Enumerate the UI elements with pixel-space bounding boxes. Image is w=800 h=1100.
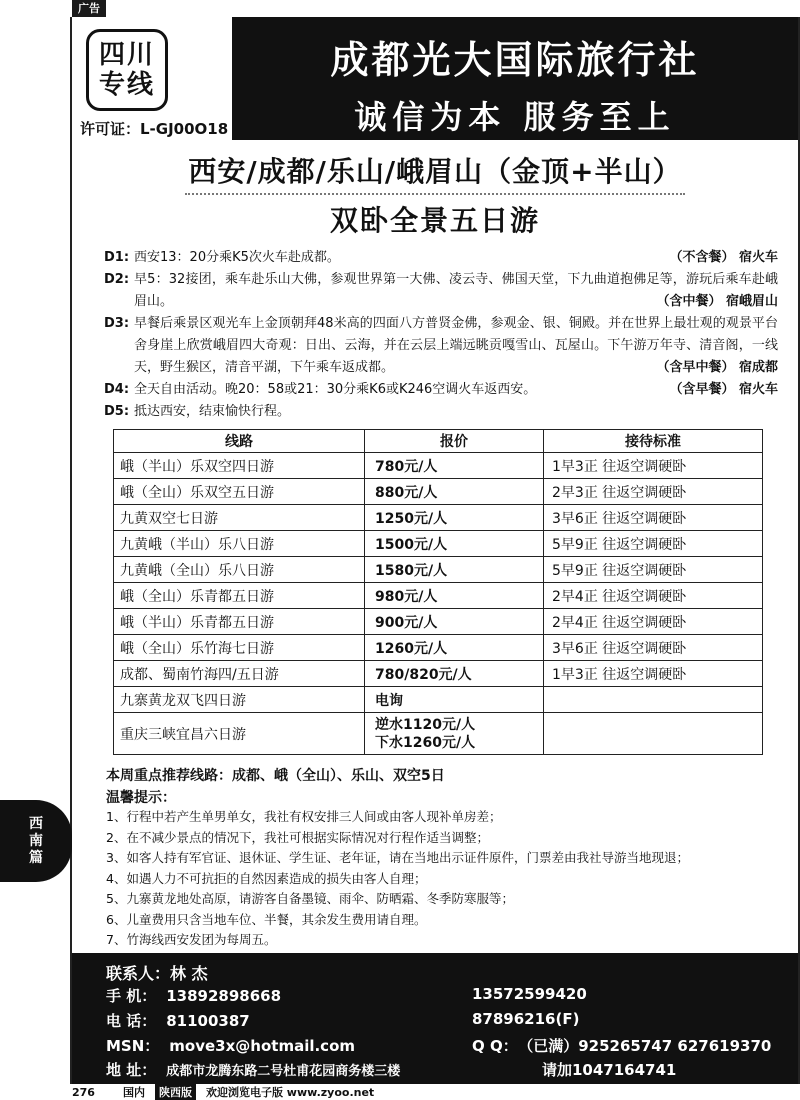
- qq-add: 请加1047164741: [542, 1061, 677, 1079]
- table-row: [114, 635, 763, 661]
- route-standard: [544, 687, 763, 713]
- routes-table: [113, 429, 763, 755]
- route-price: 780元/人: [365, 453, 544, 479]
- route-price: 电询: [365, 687, 544, 713]
- route-standard: 3早6正 往返空调硬卧: [544, 505, 763, 531]
- ad-page: [70, 17, 800, 1084]
- route-price: 1580元/人: [365, 557, 544, 583]
- route-standard: 1早3正 往返空调硬卧: [544, 453, 763, 479]
- address-text: 成都市龙腾东路二号杜甫花园商务楼三楼: [166, 1064, 401, 1079]
- mobile-number: 13892898668: [166, 987, 282, 1005]
- route-name: 成都、蜀南竹海四/五日游: [114, 661, 365, 687]
- qq-numbers: （已满）925265747 627619370: [525, 1037, 772, 1055]
- day-description: 全天自由活动。晚20：58或21：30分乘K6或K246空调火车返西安。: [134, 382, 537, 397]
- footer-domestic: 国内: [122, 1086, 145, 1099]
- notes-section: [106, 765, 798, 951]
- table-header-row: [114, 430, 763, 453]
- mobile-number-2: 13572599420: [472, 985, 587, 1003]
- day-meal-lodging: （含早中餐） 宿成都: [656, 360, 778, 375]
- itinerary-day: [104, 379, 778, 401]
- day-label: D3:: [104, 316, 130, 331]
- itinerary-day: [104, 269, 778, 313]
- itinerary-day: [104, 313, 778, 379]
- itinerary-day: [104, 247, 778, 269]
- phone-label: 电 话：: [106, 1012, 157, 1030]
- table-row: [114, 713, 763, 755]
- list-item: 7、竹海线西安发团为每周五。: [106, 932, 277, 947]
- route-price: 780/820元/人: [365, 661, 544, 687]
- route-price: 880元/人: [365, 479, 544, 505]
- itinerary: [104, 247, 778, 423]
- route-name: 九寨黄龙双飞四日游: [114, 687, 365, 713]
- day-description: 西安13：20分乘K5次火车赴成都。: [134, 250, 340, 265]
- day-description: 抵达西安，结束愉快行程。: [134, 404, 291, 419]
- side-tab-char: 西: [29, 815, 43, 832]
- table-row: [114, 505, 763, 531]
- table-row: [114, 661, 763, 687]
- list-item: 3、如客人持有军官证、退休证、学生证、老年证，请在当地出示证件原件，门票差由我社导游当地现退；: [106, 850, 689, 865]
- route-name: 九黄峨（全山）乐八日游: [114, 557, 365, 583]
- route-name: 九黄双空七日游: [114, 505, 365, 531]
- logo-line2: 专线: [98, 70, 155, 100]
- agency-banner: [232, 17, 798, 140]
- contact-panel: [72, 953, 798, 1084]
- route-standard: 2早3正 往返空调硬卧: [544, 479, 763, 505]
- ad-tag: 广告: [72, 0, 106, 17]
- route-logo: [86, 29, 168, 111]
- mobile-row: [106, 985, 281, 1006]
- title-divider: [185, 193, 685, 195]
- route-standard: 2早4正 往返空调硬卧: [544, 583, 763, 609]
- side-tab-char: 南: [29, 832, 43, 849]
- route-name: 重庆三峡宜昌六日游: [114, 713, 365, 755]
- list-item: 1、行程中若产生单男单女，我社有权安排三人间或由客人现补单房差；: [106, 809, 502, 824]
- route-name: 峨（半山）乐双空四日游: [114, 453, 365, 479]
- msn-address: move3x@hotmail.com: [169, 1037, 356, 1055]
- fax-number: 87896216(F): [472, 1010, 580, 1028]
- license-number: 许可证：L-GJ00O18: [80, 120, 229, 138]
- address-row: [106, 1059, 400, 1080]
- page-number: 276: [72, 1085, 95, 1099]
- route-standard: 5早9正 往返空调硬卧: [544, 557, 763, 583]
- list-item: 2、在不减少景点的情况下，我社可根据实际情况对行程作适当调整；: [106, 829, 489, 845]
- table-row: [114, 609, 763, 635]
- route-price: 980元/人: [365, 583, 544, 609]
- route-name: 峨（全山）乐青都五日游: [114, 583, 365, 609]
- route-name: 峨（全山）乐竹海七日游: [114, 635, 365, 661]
- tips-list: [106, 807, 798, 951]
- footer-edition: 陕西版: [155, 1084, 196, 1100]
- contact-person: 联系人：林 杰: [106, 964, 208, 983]
- table-row: [114, 583, 763, 609]
- table-row: [114, 531, 763, 557]
- msn-label: MSN：: [106, 1037, 160, 1055]
- route-price: 1260元/人: [365, 635, 544, 661]
- route-standard: 1早3正 往返空调硬卧: [544, 661, 763, 687]
- day-label: D4:: [104, 382, 130, 397]
- mobile-label: 手 机：: [106, 987, 157, 1005]
- day-meal-lodging: （含早餐） 宿火车: [669, 382, 778, 397]
- day-meal-lodging: （不含餐） 宿火车: [669, 250, 778, 265]
- route-standard: 5早9正 往返空调硬卧: [544, 531, 763, 557]
- column-header: 线路: [114, 430, 365, 453]
- price-upstream: 逆水1120元/人: [375, 716, 476, 733]
- price-downstream: 下水1260元/人: [375, 734, 476, 751]
- route-name: 峨（全山）乐双空五日游: [114, 479, 365, 505]
- page-footer: [72, 1084, 374, 1100]
- route-price: [365, 713, 544, 755]
- tips-title: 温馨提示：: [106, 790, 176, 806]
- tour-subtitle: 双卧全景五日游: [329, 204, 540, 237]
- recommended-routes: 本周重点推荐线路：成都、峨（全山）、乐山、双空5日: [106, 768, 445, 784]
- address-label: 地 址：: [106, 1061, 157, 1079]
- route-price: 1250元/人: [365, 505, 544, 531]
- msn-row: [106, 1035, 355, 1056]
- qq-label: Q Q：: [472, 1037, 518, 1055]
- route-name: 峨（半山）乐青都五日游: [114, 609, 365, 635]
- agency-name: 成都光大国际旅行社: [330, 38, 700, 82]
- qq-row: [472, 1035, 771, 1056]
- table-row: [114, 687, 763, 713]
- route-price: 900元/人: [365, 609, 544, 635]
- day-label: D2:: [104, 272, 130, 287]
- table-row: [114, 453, 763, 479]
- column-header: 接待标准: [544, 430, 763, 453]
- day-label: D1:: [104, 250, 130, 265]
- list-item: 6、儿童费用只含当地车位、半餐，其余发生费用请自理。: [106, 911, 427, 927]
- route-price: 1500元/人: [365, 531, 544, 557]
- route-standard: 2早4正 往返空调硬卧: [544, 609, 763, 635]
- day-description: 早餐后乘景区观光车上金顶朝拜48米高的四面八方普贤金佛，参观金、银、铜殿。并在世界上最壮观的观景平台舍身崖上欣赏峨眉四大奇观：日出、云海，并在云层上端远眺贡嘎雪山、瓦屋山。下午游万年寺、清音阁，一线天，野生猴区，清音平湖，下午乘车返成都。: [134, 316, 778, 375]
- day-label: D5:: [104, 404, 130, 419]
- footer-site[interactable]: 欢迎浏览电子版 www.zyoo.net: [205, 1086, 375, 1099]
- header: [72, 17, 798, 140]
- agency-slogan: 诚信为本 服务至上: [354, 98, 676, 136]
- list-item: 5、九寨黄龙地处高原，请游客自备墨镜、雨伞、防晒霜、冬季防寒服等；: [106, 891, 514, 906]
- phone-row: [106, 1010, 250, 1031]
- day-description: 早5：32接团，乘车赴乐山大佛，参观世界第一大佛、凌云寺、佛国天堂，下九曲道抱佛足等，游玩后乘车赴峨眉山。: [134, 272, 778, 309]
- tour-title: 西安/成都/乐山/峨眉山（金顶+半山）: [188, 155, 682, 188]
- table-row: [114, 479, 763, 505]
- logo-line1: 四川: [98, 40, 155, 70]
- route-standard: [544, 713, 763, 755]
- route-standard: 3早6正 往返空调硬卧: [544, 635, 763, 661]
- route-name: 九黄峨（半山）乐八日游: [114, 531, 365, 557]
- day-meal-lodging: （含中餐） 宿峨眉山: [656, 294, 778, 309]
- table-row: [114, 557, 763, 583]
- column-header: 报价: [365, 430, 544, 453]
- section-tab-southwest: [0, 800, 72, 882]
- itinerary-day: [104, 401, 778, 423]
- list-item: 4、如遇人力不可抗拒的自然因素造成的损失由客人自理；: [106, 870, 427, 886]
- phone-number: 81100387: [166, 1012, 250, 1030]
- side-tab-char: 篇: [29, 849, 43, 866]
